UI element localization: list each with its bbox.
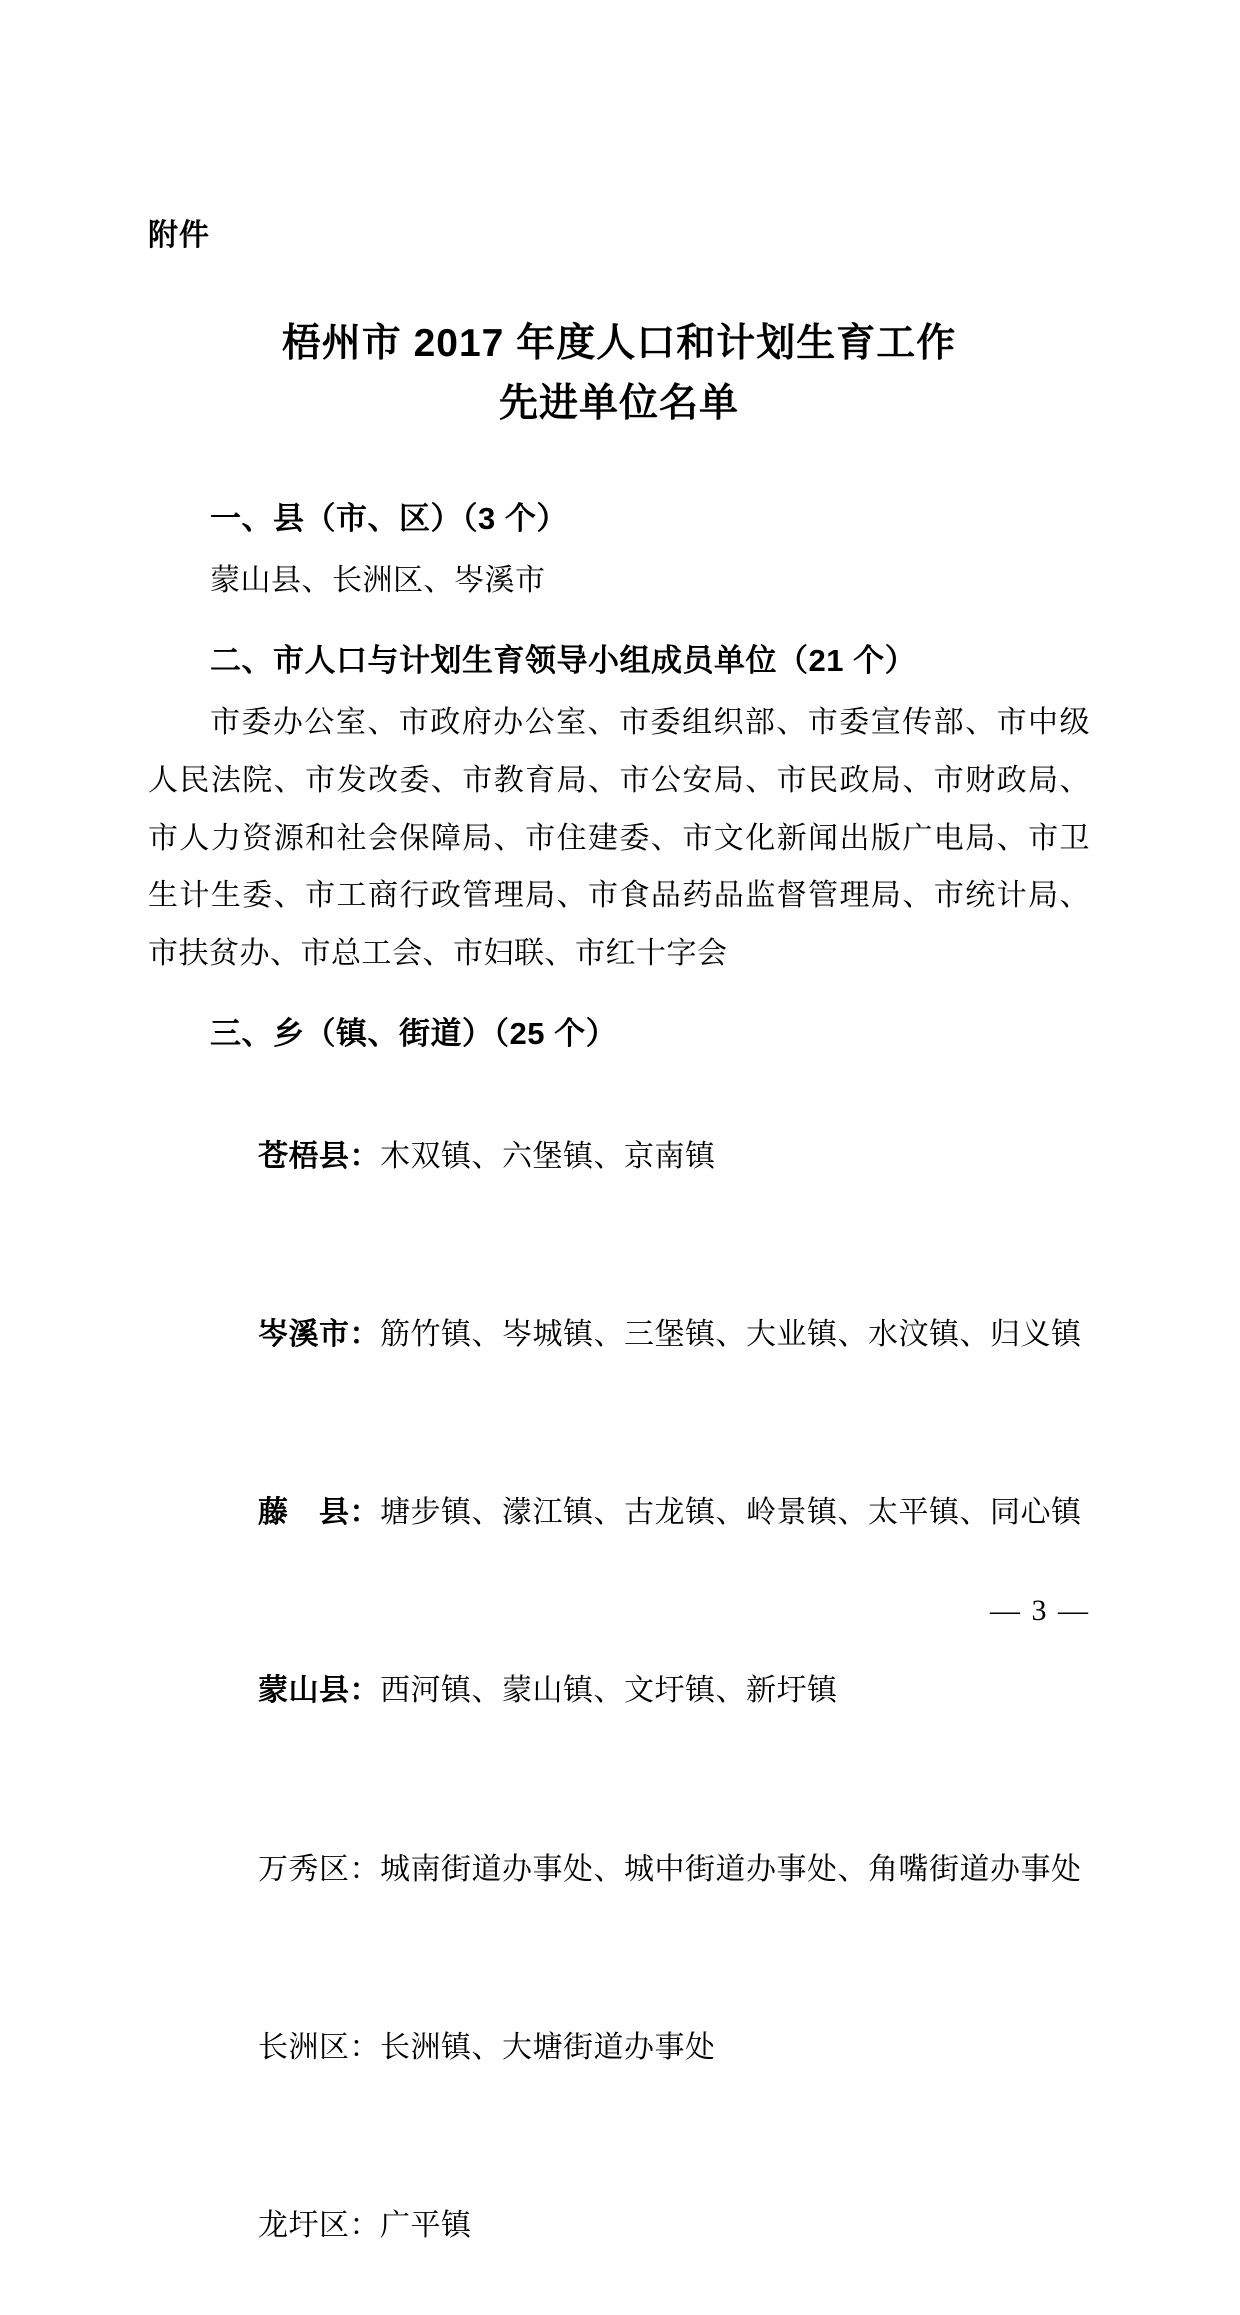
page-title: [239, 314, 999, 435]
list-item: [148, 1067, 1090, 1245]
list-item: [148, 1958, 1090, 2136]
section-content-counties: 蒙山县、长洲区、岑溪市: [210, 563, 546, 597]
entry-items: 筋竹镇、岑城镇、三堡镇、大业镇、水汶镇、归义镇: [380, 1318, 1082, 1351]
entry-items: 西河镇、蒙山镇、文圩镇、新圩镇: [380, 1674, 838, 1708]
entry-name: 岑溪市：: [258, 1318, 380, 1351]
entry-items: 塘步镇、濛江镇、古龙镇、岭景镇、太平镇、同心镇: [380, 1496, 1082, 1530]
entry-name: 长洲区：: [258, 2030, 380, 2064]
entry-items: 长洲镇、大塘街道办事处: [380, 2030, 716, 2064]
list-item: [148, 1602, 1090, 1780]
title-line-1: 梧州市 2017 年度人口和计划生育工作: [281, 322, 957, 365]
entry-items: 广平镇: [380, 2208, 472, 2242]
section-heading-counties: 一、县（市、区）（3 个）: [210, 500, 568, 536]
list-item: [148, 1424, 1090, 1602]
entry-name: 万秀区：: [258, 1852, 380, 1886]
entry-name: 苍梧县：: [258, 1139, 380, 1173]
title-line-2: 先进单位名单: [498, 382, 739, 426]
list-item: [148, 1246, 1090, 1424]
entry-name: 藤 县：: [258, 1496, 380, 1530]
list-item: [148, 2136, 1090, 2314]
section-heading-member-units: 二、市人口与计划生育领导小组成员单位（21 个）: [210, 643, 917, 679]
page-number: — 3 —: [990, 1594, 1090, 1627]
entry-items: 木双镇、六堡镇、京南镇: [380, 1139, 716, 1173]
section-heading-townships: 三、乡（镇、街道）（25 个）: [210, 1016, 618, 1052]
entry-name: 蒙山县：: [258, 1674, 380, 1708]
entry-items: 城南街道办事处、城中街道办事处、角嘴街道办事处: [380, 1852, 1082, 1886]
entry-name: 龙圩区：: [258, 2208, 380, 2242]
section-content-member-units: 市委办公室、市政府办公室、市委组织部、市委宣传部、市中级人民法院、市发改委、市教育局、市公安局、市民政局、市财政局、市人力资源和社会保障局、市住建委、市文化新闻出版广电局、市卫生计生委、市工商行政管理局、市食品药品监督管理局、市统计局、市扶贫办、市总工会、市妇联、市红十字会: [148, 706, 1090, 970]
township-entry-list: [148, 1067, 1090, 2314]
list-item: [148, 1780, 1090, 1958]
attachment-label: 附件: [148, 219, 210, 252]
